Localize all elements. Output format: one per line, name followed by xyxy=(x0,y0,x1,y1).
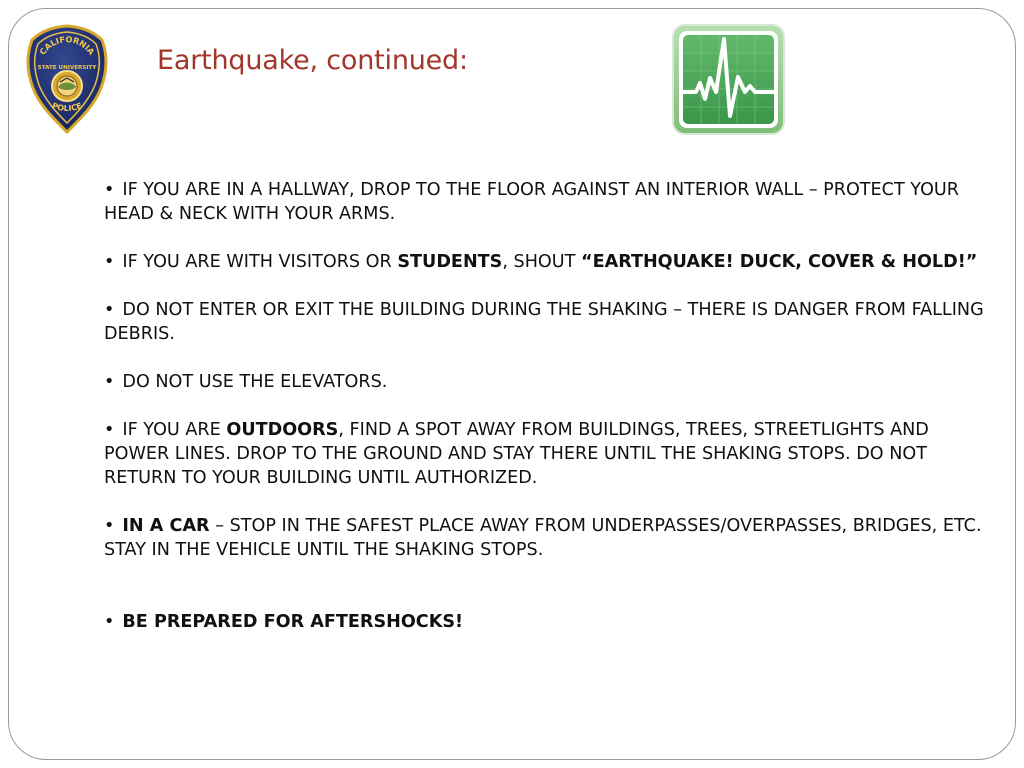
slide-title: Earthquake, continued: xyxy=(157,45,468,76)
bullet-text: IF YOU ARE WITH VISITORS OR xyxy=(122,252,398,272)
badge-bottom-text: POLICE xyxy=(50,101,84,114)
bullet-bold-text: STUDENTS xyxy=(397,252,503,272)
bullet-text: , SHOUT xyxy=(502,252,581,272)
bullet-item-hallway xyxy=(104,178,984,226)
bullet-item-aftershocks xyxy=(104,610,984,634)
bullet-text: IF YOU ARE xyxy=(122,420,227,440)
badge-middle-text: STATE UNIVERSITY xyxy=(37,65,97,71)
badge-top-text: CALIFORNIA xyxy=(37,34,97,57)
bullet-text: – STOP IN THE SAFEST PLACE AWAY FROM UNDERPASSES/OVERPASSES, BRIDGES, ETC. STAY IN THE VEHICLE UNTIL THE SHAKING STOPS. xyxy=(104,516,982,560)
bullet-symbol: • xyxy=(104,420,115,440)
bullet-list xyxy=(104,178,984,658)
police-badge-icon xyxy=(24,24,110,134)
bullet-item-students xyxy=(104,250,984,274)
bullet-item-elevators xyxy=(104,370,984,394)
bullet-symbol: • xyxy=(104,252,115,272)
bullet-symbol: • xyxy=(104,300,115,320)
bullet-symbol: • xyxy=(104,180,115,200)
heartbeat-monitor-icon xyxy=(671,23,786,136)
bullet-item-car xyxy=(104,514,984,562)
bullet-bold-text: BE PREPARED FOR AFTERSHOCKS! xyxy=(122,612,464,632)
bullet-bold-text: IN A CAR xyxy=(122,516,210,536)
bullet-symbol: • xyxy=(104,372,115,392)
bullet-item-building xyxy=(104,298,984,346)
bullet-text: DO NOT USE THE ELEVATORS. xyxy=(122,372,388,392)
bullet-bold-text: OUTDOORS xyxy=(226,420,339,440)
bullet-bold-text: “EARTHQUAKE! DUCK, COVER & HOLD!” xyxy=(581,252,978,272)
bullet-symbol: • xyxy=(104,516,115,536)
bullet-text: DO NOT ENTER OR EXIT THE BUILDING DURING THE SHAKING – THERE IS DANGER FROM FALLING DEBRIS. xyxy=(104,300,984,344)
bullet-item-outdoors xyxy=(104,418,984,490)
bullet-text: , FIND A SPOT AWAY FROM BUILDINGS, TREES, STREETLIGHTS AND POWER LINES. DROP TO THE GROUND AND STAY THERE UNTIL THE SHAKING STOPS. DO NOT RETURN TO YOUR BUILDING UNTIL AUTHORIZED. xyxy=(104,420,929,488)
bullet-symbol: • xyxy=(104,612,115,632)
bullet-text: IF YOU ARE IN A HALLWAY, DROP TO THE FLOOR AGAINST AN INTERIOR WALL – PROTECT YOUR HEAD & NECK WITH YOUR ARMS. xyxy=(104,180,960,224)
